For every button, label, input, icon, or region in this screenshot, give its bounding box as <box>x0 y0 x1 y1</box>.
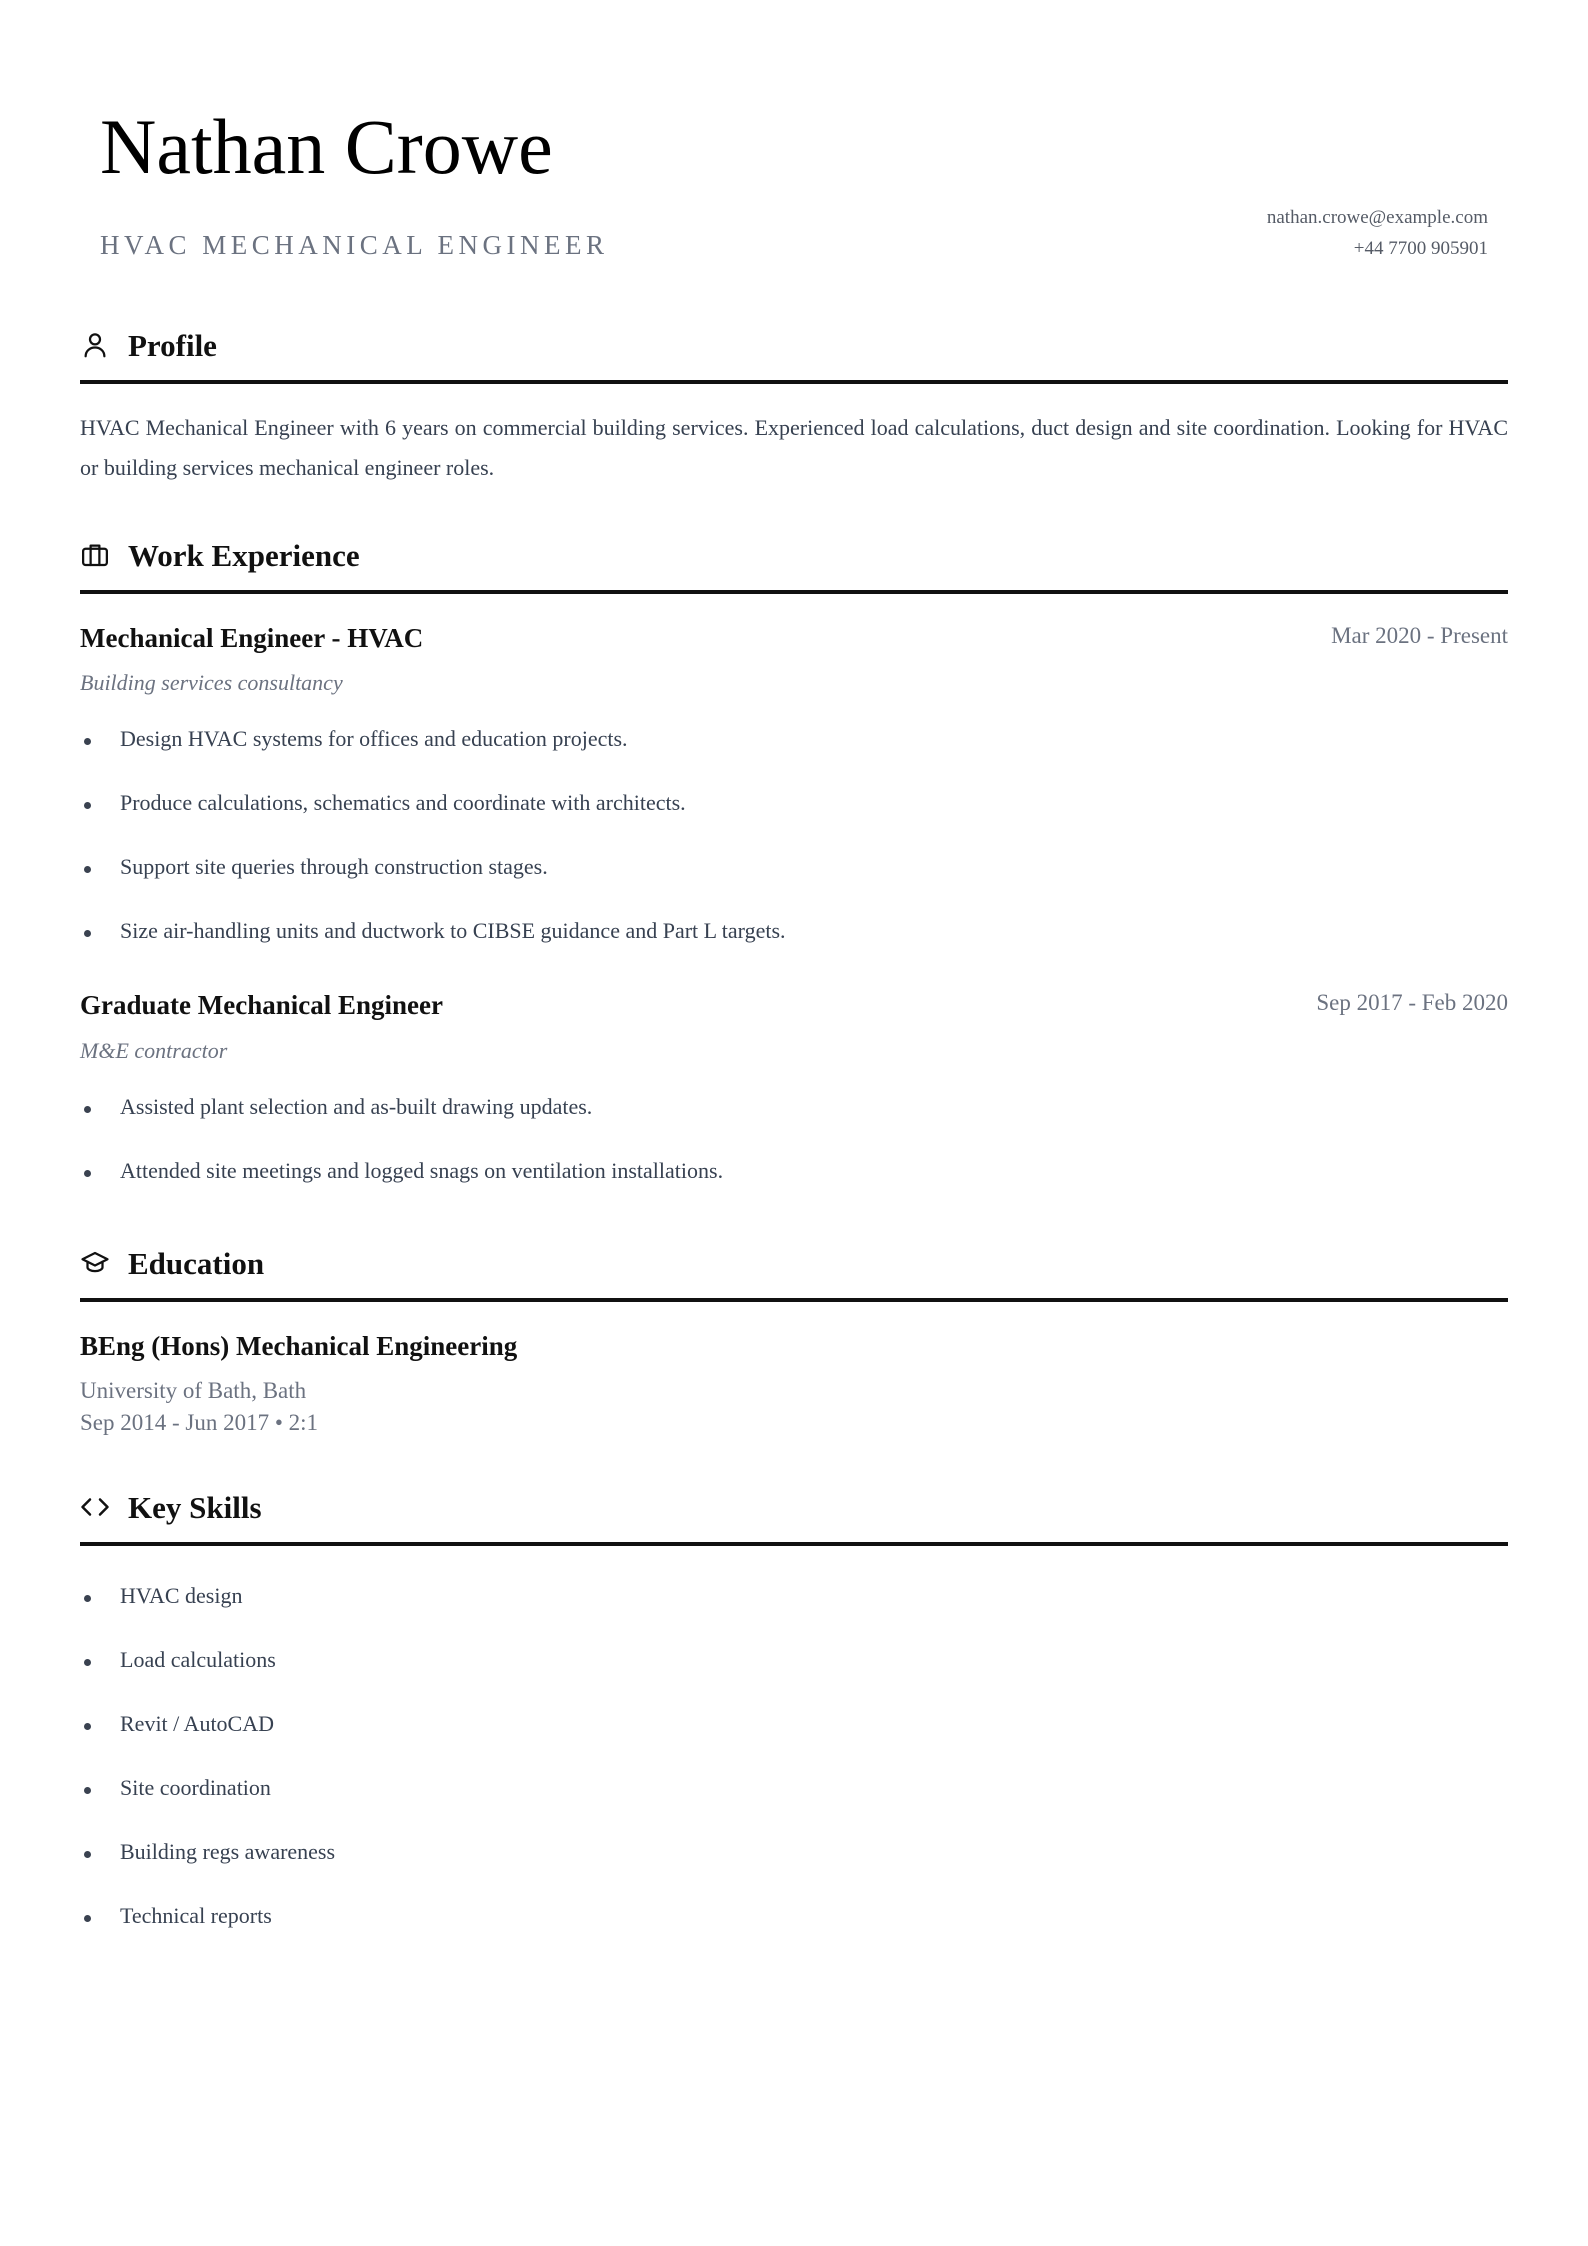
list-item <box>80 1903 1508 1933</box>
section-header-profile <box>80 320 1508 384</box>
contact-phone[interactable]: +44 7700 905901 <box>1353 238 1488 259</box>
list-item <box>80 1839 1508 1869</box>
section-title: Work Experience <box>128 538 360 573</box>
job-company: Building services consultancy <box>80 670 343 695</box>
bullet-text: Design HVAC systems for offices and education projects. <box>120 726 628 751</box>
bullet-dot <box>84 1106 91 1113</box>
section-title: Profile <box>128 328 217 363</box>
candidate-role: HVAC MECHANICAL ENGINEER <box>100 230 609 260</box>
section-title: Key Skills <box>128 1490 262 1525</box>
skill-text: Building regs awareness <box>120 1839 336 1864</box>
skill-text: Load calculations <box>120 1647 276 1672</box>
job-title: Graduate Mechanical Engineer <box>80 990 443 1020</box>
bullet-text: Assisted plant selection and as-built drawing updates. <box>120 1094 593 1119</box>
list-item <box>80 1775 1508 1805</box>
job-title: Mechanical Engineer - HVAC <box>80 623 424 653</box>
profile-summary: HVAC Mechanical Engineer with 6 years on commercial building services. Experienced load calculations, duct design and site coordination. Looking for HVAC or building services mechanical engineer roles. <box>80 415 1508 480</box>
user-icon <box>80 330 110 360</box>
list-item <box>80 1711 1508 1741</box>
bullet-dot <box>84 1659 91 1666</box>
list-item <box>80 854 1508 884</box>
bullet-dot <box>84 738 91 745</box>
list-item <box>80 726 1508 756</box>
list-item <box>80 918 1508 948</box>
skill-text: Revit / AutoCAD <box>120 1711 275 1736</box>
education-degree: BEng (Hons) Mechanical Engineering <box>80 1331 518 1361</box>
list-item <box>80 790 1508 820</box>
list-item <box>80 1094 1508 1124</box>
section-header-skills <box>80 1482 1508 1546</box>
bullet-dot <box>84 1787 91 1794</box>
section-header-education <box>80 1238 1508 1302</box>
list-item <box>80 1158 1508 1188</box>
bullet-dot <box>84 1915 91 1922</box>
skill-text: Site coordination <box>120 1775 271 1800</box>
bullet-dot <box>84 1723 91 1730</box>
job-dates: Sep 2017 - Feb 2020 <box>1316 990 1508 1015</box>
section-header-experience <box>80 530 1508 594</box>
candidate-name: Nathan Crowe <box>100 103 553 190</box>
section-title: Education <box>128 1246 265 1281</box>
education-details: Sep 2014 - Jun 2017 • 2:1 <box>80 1410 319 1435</box>
contact-email[interactable]: nathan.crowe@example.com <box>1266 207 1488 228</box>
job-dates: Mar 2020 - Present <box>1331 623 1508 648</box>
bullet-text: Attended site meetings and logged snags on ventilation installations. <box>120 1158 724 1183</box>
list-item <box>80 1583 1508 1613</box>
code-icon <box>80 1492 110 1522</box>
skill-text: Technical reports <box>120 1903 272 1928</box>
education-institution: University of Bath, Bath <box>80 1378 307 1403</box>
bullet-dot <box>84 1851 91 1858</box>
bullet-text: Produce calculations, schematics and coordinate with architects. <box>120 790 686 815</box>
skill-text: HVAC design <box>120 1583 243 1608</box>
graduation-cap-icon <box>80 1248 110 1278</box>
bullet-dot <box>84 866 91 873</box>
bullet-dot <box>84 1170 91 1177</box>
list-item <box>80 1647 1508 1677</box>
bullet-dot <box>84 1595 91 1602</box>
job-company: M&E contractor <box>80 1038 228 1063</box>
bullet-dot <box>84 802 91 809</box>
bullet-text: Size air-handling units and ductwork to CIBSE guidance and Part L targets. <box>120 918 786 943</box>
briefcase-icon <box>80 540 110 570</box>
bullet-dot <box>84 930 91 937</box>
bullet-text: Support site queries through construction stages. <box>120 854 548 879</box>
